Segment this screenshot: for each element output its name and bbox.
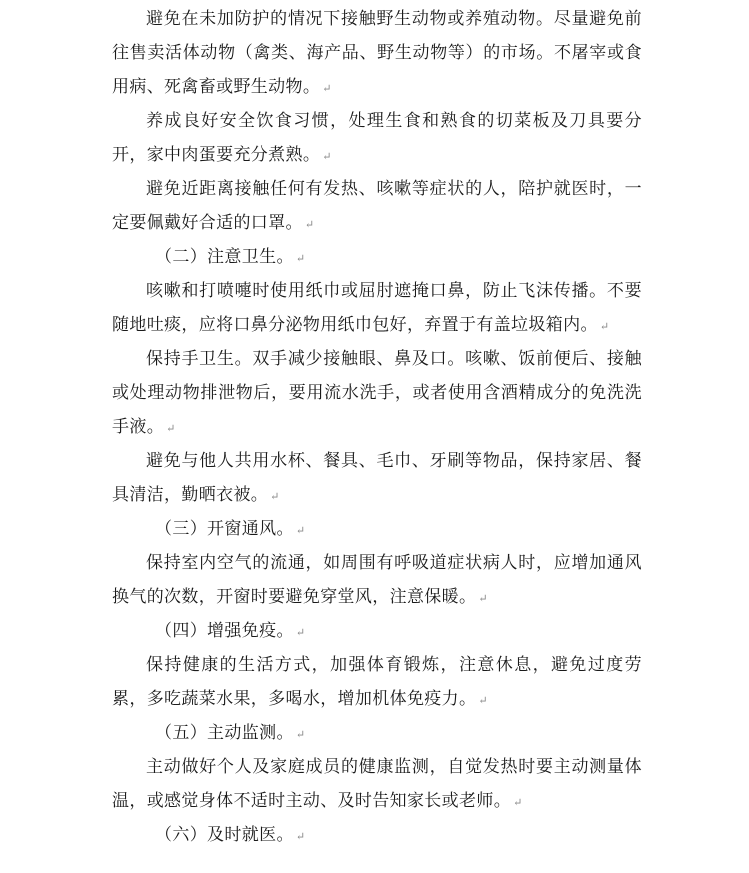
paragraph-mark-icon: ↵ [478,694,488,707]
paragraph-mark-icon: ↵ [322,150,332,163]
paragraph-mark-icon: ↵ [295,524,306,537]
paragraph-hand-hygiene [112,342,642,446]
section-heading-monitoring [155,716,305,752]
section-heading-medical [155,818,305,854]
paragraph-shared-items [112,444,642,514]
paragraph-text: 避免与他人共用水杯、餐具、毛巾、牙刷等物品，保持家居、餐具清洁，勤晒衣被。 [112,451,642,505]
paragraph-mark-icon: ↵ [295,252,306,265]
paragraph-mark-icon: ↵ [270,490,280,503]
paragraph-food-safety [112,104,642,174]
heading-text: （六）及时就医。 [155,825,294,845]
paragraph-mark-icon: ↵ [295,830,306,843]
section-heading-hygiene [155,240,305,276]
heading-text: （四）增强免疫。 [155,621,294,641]
heading-text: （三）开窗通风。 [155,519,294,539]
paragraph-mark-icon: ↵ [166,422,176,435]
paragraph-health-monitoring [112,750,642,820]
paragraph-mark-icon: ↵ [599,320,610,333]
paragraph-text: 保持健康的生活方式，加强体育锻炼，注意休息，避免过度劳累，多吃蔬菜水果，多喝水，增加机体免疫力。 [112,655,642,709]
paragraph-mark-icon: ↵ [513,796,523,809]
section-heading-ventilation [155,512,305,548]
paragraph-mark-icon: ↵ [295,728,306,741]
paragraph-mark-icon: ↵ [304,218,315,231]
paragraph-avoid-contact [112,172,642,242]
heading-text: （二）注意卫生。 [155,247,294,267]
paragraph-text: 养成良好安全饮食习惯，处理生食和熟食的切菜板及刀具要分开，家中肉蛋要充分煮熟。 [112,111,642,165]
paragraph-text: 保持室内空气的流通，如周围有呼吸道症状病人时，应增加通风换气的次数，开窗时要避免穿堂风，注意保暖。 [112,553,642,607]
paragraph-healthy-lifestyle [112,648,642,718]
paragraph-text: 避免在未加防护的情况下接触野生动物或养殖动物。尽量避免前往售卖活体动物（禽类、海产品、野生动物等）的市场。不屠宰或食用病、死禽畜或野生动物。 [112,9,642,97]
paragraph-mark-icon: ↵ [322,82,332,95]
paragraph-text: 避免近距离接触任何有发热、咳嗽等症状的人，陪护就医时，一定要佩戴好合适的口罩。 [112,179,642,233]
paragraph-text: 保持手卫生。双手减少接触眼、鼻及口。咳嗽、饭前便后、接触或处理动物排泄物后，要用流水洗手，或者使用含酒精成分的免洗洗手液。 [112,349,642,437]
section-heading-immunity [155,614,305,650]
paragraph-wildlife [112,2,642,106]
paragraph-mark-icon: ↵ [478,592,488,605]
paragraph-mark-icon: ↵ [295,626,306,639]
paragraph-air-circulation [112,546,642,616]
paragraph-text: 主动做好个人及家庭成员的健康监测，自觉发热时要主动测量体温，或感觉身体不适时主动、及时告知家长或老师。 [112,757,642,811]
paragraph-text: 咳嗽和打喷嚏时使用纸巾或屈肘遮掩口鼻，防止飞沫传播。不要随地吐痰，应将口鼻分泌物用纸巾包好，弃置于有盖垃圾箱内。 [112,281,642,335]
heading-text: （五）主动监测。 [155,723,294,743]
paragraph-cough-etiquette [112,274,642,344]
